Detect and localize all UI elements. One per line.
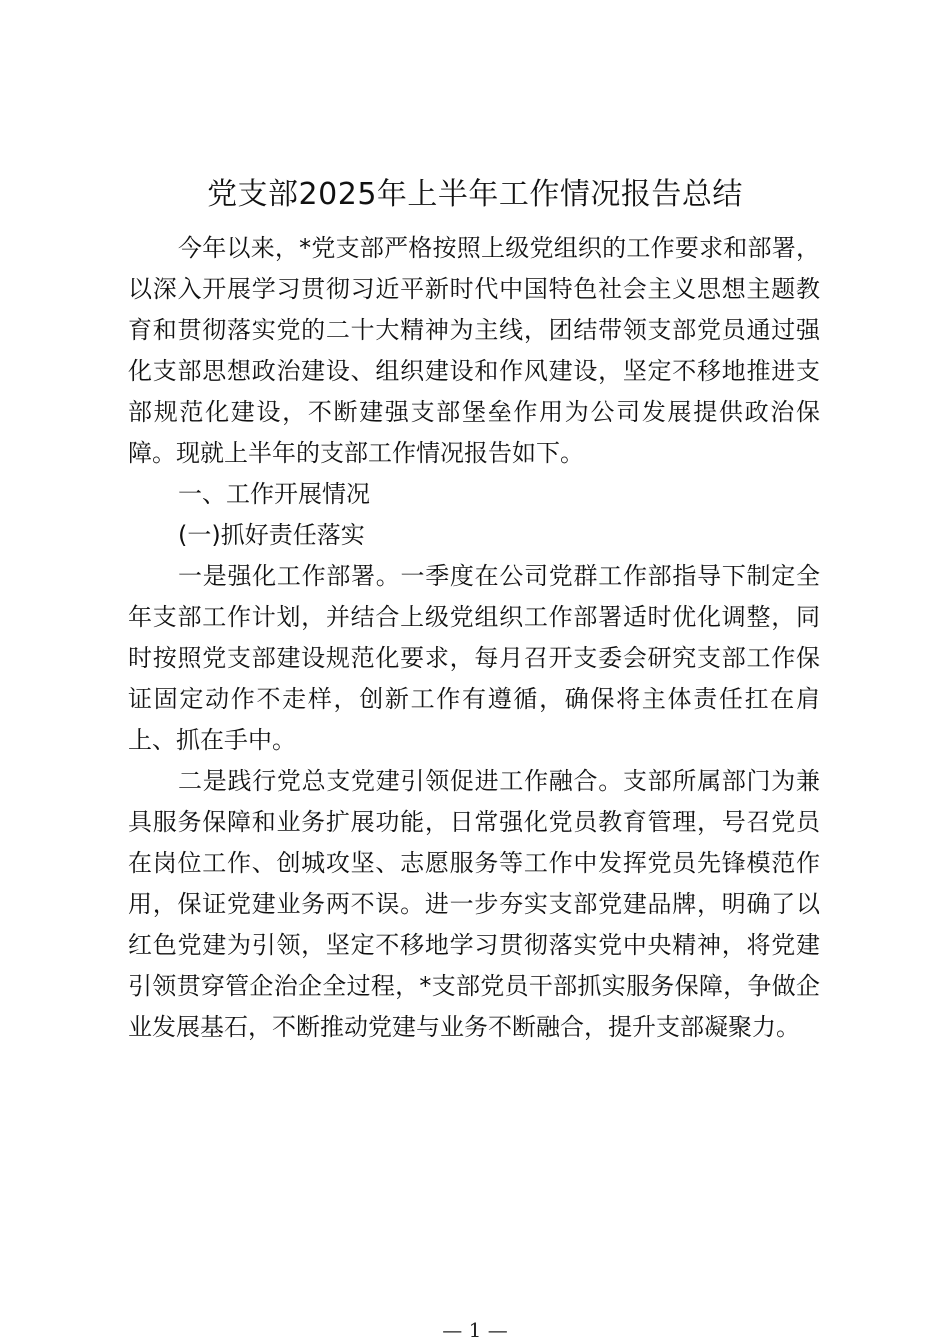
body-paragraph: 二是践行党总支党建引领促进工作融合。支部所属部门为兼具服务保障和业务扩展功能，日常强化党员教育管理，号召党员在岗位工作、创城攻坚、志愿服务等工作中发挥党员先锋模范作用，保证党建业务两不误。进一步夯实支部党建品牌，明确了以红色党建为引领，坚定不移地学习贯彻落实党中央精神，将党建引领贯穿管企治企全过程，*支部党员干部抓实服务保障，争做企业发展基石，不断推动党建与业务不断融合，提升支部凝聚力。	[128, 767, 820, 1041]
intro-paragraph: 今年以来，*党支部严格按照上级党组织的工作要求和部署，以深入开展学习贯彻习近平新时代中国特色社会主义思想主题教育和贯彻落实党的二十大精神为主线，团结带领支部党员通过强化支部思想政治建设、组织建设和作风建设，坚定不移地推进支部规范化建设，不断建强支部堡垒作用为公司发展提供政治保障。现就上半年的支部工作情况报告如下。	[128, 234, 820, 467]
section-heading: 一、工作开展情况	[178, 480, 370, 508]
body-paragraph: 一是强化工作部署。一季度在公司党群工作部指导下制定全年支部工作计划，并结合上级党组织工作部署适时优化调整，同时按照党支部建设规范化要求，每月召开支委会研究支部工作保证固定动作不走样，创新工作有遵循，确保将主体责任扛在肩上、抓在手中。	[128, 562, 820, 754]
document-title: 党支部2025年上半年工作情况报告总结	[207, 177, 743, 212]
document-body	[128, 228, 820, 1048]
page-number: — 1 —	[442, 1318, 508, 1342]
subsection-heading: (一)抓好责任落实	[178, 521, 365, 549]
